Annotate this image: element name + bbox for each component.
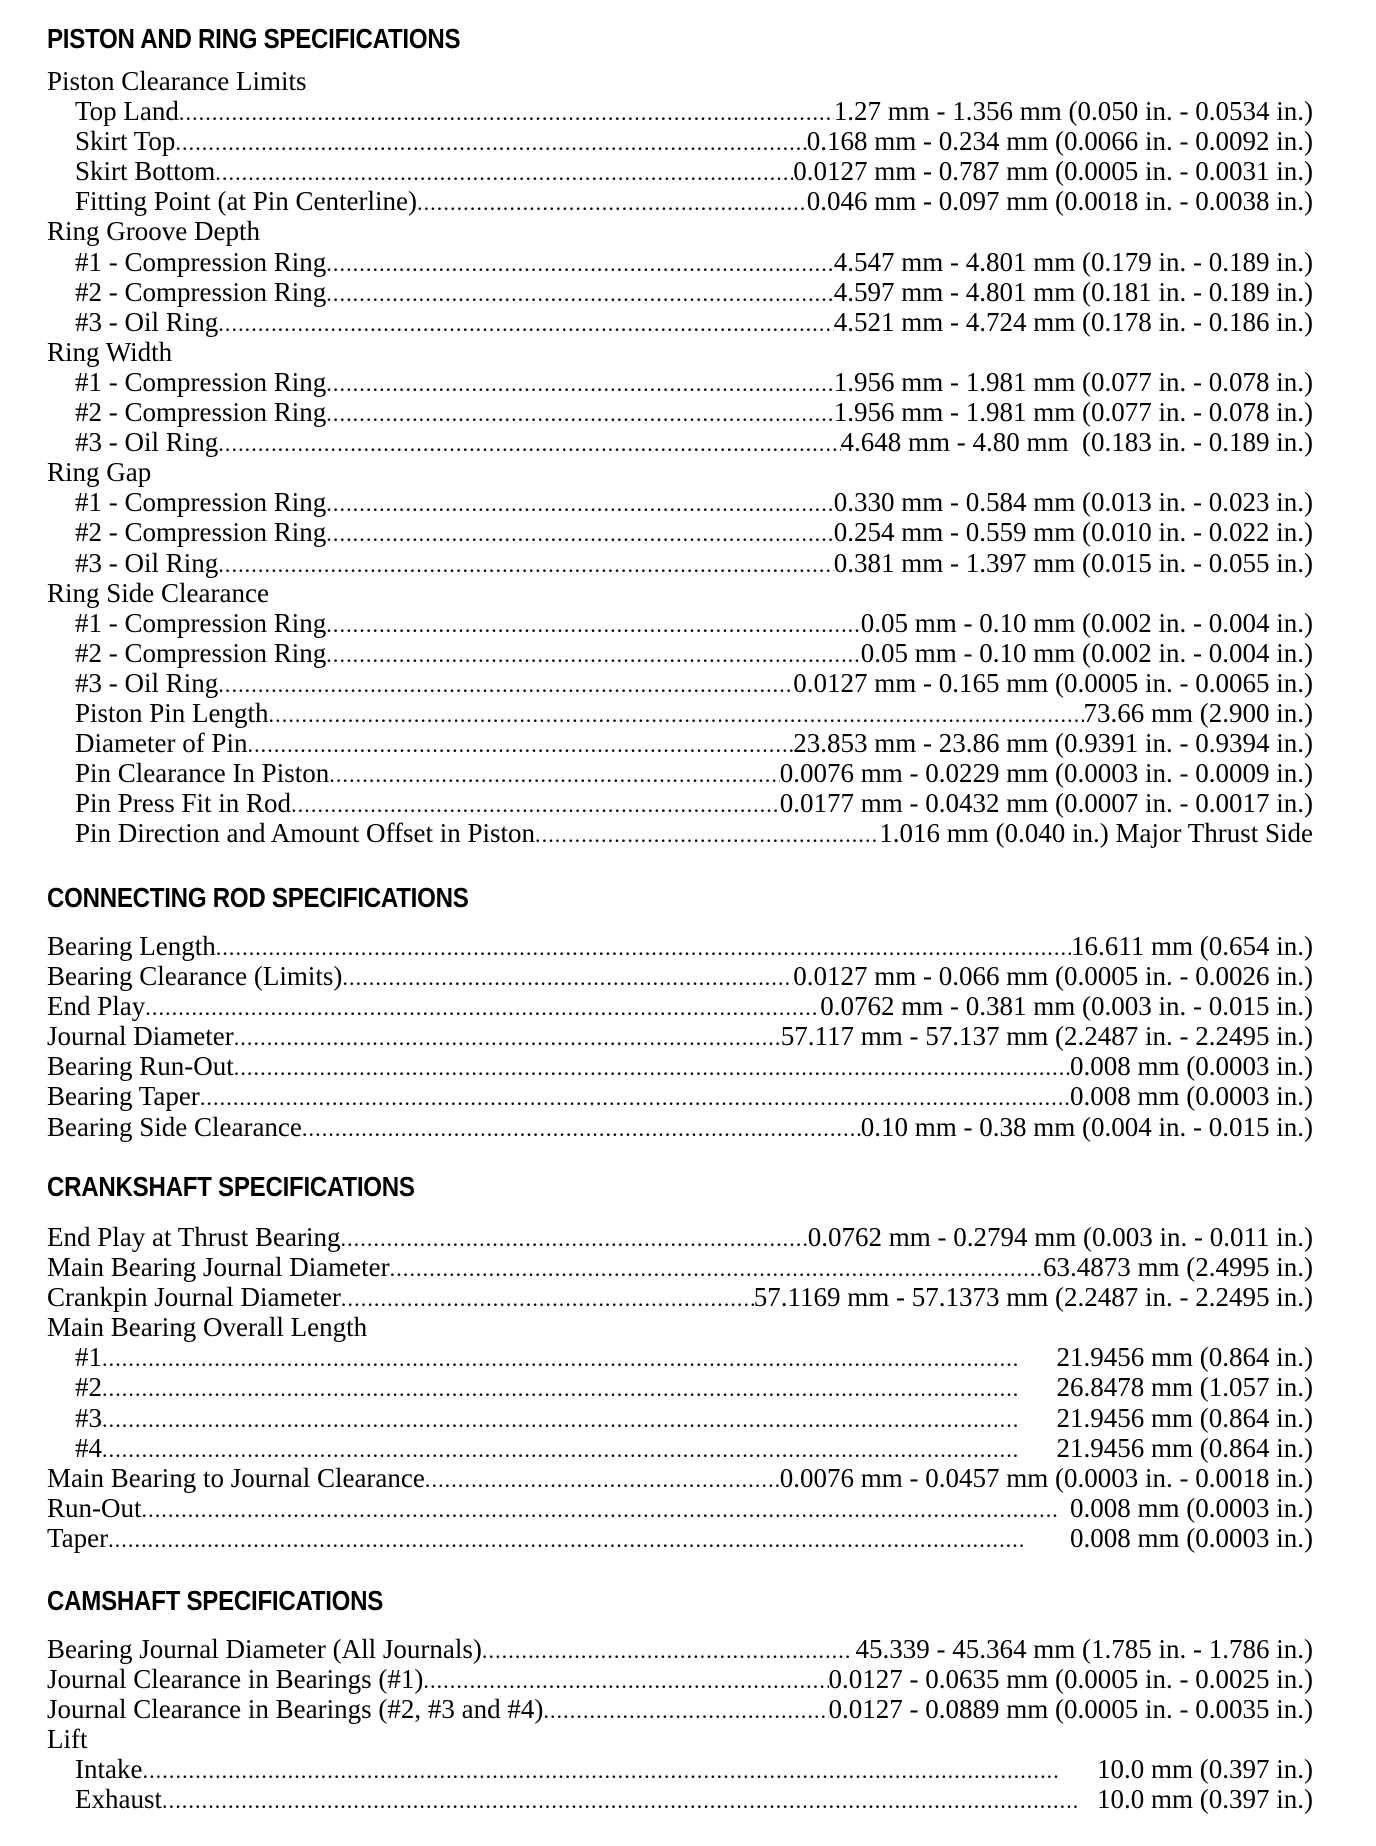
spec-label: #2 - Compression Ring bbox=[75, 276, 327, 307]
spec-row bbox=[47, 1784, 1313, 1814]
spec-value: 0.254 mm - 0.559 mm (0.010 in. - 0.022 in.) bbox=[833, 517, 1313, 548]
spec-row bbox=[47, 818, 1313, 848]
spec-row bbox=[47, 307, 1313, 337]
spec-label: Exhaust bbox=[75, 1784, 162, 1815]
spec-label: Skirt Bottom bbox=[75, 156, 216, 187]
spec-label: #3 bbox=[75, 1402, 102, 1433]
spec-group-label-row bbox=[47, 578, 1313, 608]
spec-row bbox=[47, 186, 1313, 216]
spec-label: Intake bbox=[75, 1754, 143, 1785]
spec-row bbox=[47, 1694, 1313, 1724]
dot-leader bbox=[102, 1403, 1057, 1435]
section-heading: CRANKSHAFT SPECIFICATIONS bbox=[47, 1171, 415, 1202]
spec-row bbox=[47, 1112, 1313, 1142]
crankshaft-section bbox=[47, 1170, 1313, 1553]
spec-label: #3 - Oil Ring bbox=[75, 427, 219, 458]
piston-ring-section bbox=[47, 22, 1313, 848]
spec-row bbox=[47, 397, 1313, 427]
spec-label: Ring Gap bbox=[47, 457, 152, 488]
dot-leader bbox=[218, 427, 840, 459]
spec-row bbox=[47, 517, 1313, 547]
spec-value: 45.339 - 45.364 mm (1.785 in. - 1.786 in.) bbox=[848, 1634, 1313, 1664]
spec-value: 23.853 mm - 23.86 mm (0.9391 in. - 0.9394 in.) bbox=[793, 728, 1313, 759]
spec-value: 16.611 mm (0.654 in.) bbox=[1071, 931, 1313, 961]
spec-label: #2 - Compression Ring bbox=[75, 517, 327, 548]
spec-label: Bearing Length bbox=[47, 931, 216, 961]
spec-value: 63.4873 mm (2.4995 in.) bbox=[1043, 1252, 1313, 1283]
spec-value: 0.0127 mm - 0.165 mm (0.0005 in. - 0.0065 in.) bbox=[793, 667, 1313, 698]
spec-value: 57.117 mm - 57.137 mm (2.2487 in. - 2.2495 in.) bbox=[780, 1021, 1313, 1052]
spec-row bbox=[47, 1433, 1313, 1463]
spec-value: 4.521 mm - 4.724 mm (0.178 in. - 0.186 in.) bbox=[833, 306, 1313, 337]
spec-row bbox=[47, 788, 1313, 818]
dot-leader bbox=[423, 1664, 828, 1696]
spec-label: Main Bearing Overall Length bbox=[47, 1312, 368, 1343]
spec-value: 0.10 mm - 0.38 mm (0.004 in. - 0.015 in.) bbox=[860, 1111, 1313, 1142]
spec-label: #3 - Oil Ring bbox=[75, 667, 219, 698]
spec-row bbox=[47, 1493, 1313, 1523]
spec-row bbox=[47, 758, 1313, 788]
spec-row bbox=[47, 1282, 1313, 1312]
spec-label: Bearing Taper bbox=[47, 1081, 200, 1112]
spec-label: #3 - Oil Ring bbox=[75, 547, 219, 578]
spec-label: #2 - Compression Ring bbox=[75, 637, 327, 668]
spec-row bbox=[47, 1342, 1313, 1372]
spec-row bbox=[47, 96, 1313, 126]
spec-label: Ring Width bbox=[47, 336, 173, 367]
spec-label: Ring Side Clearance bbox=[47, 577, 269, 608]
spec-row bbox=[47, 277, 1313, 307]
spec-list bbox=[47, 931, 1313, 1142]
connecting-rod-section bbox=[47, 881, 1313, 1142]
dot-leader bbox=[326, 638, 861, 670]
spec-value: 0.381 mm - 1.397 mm (0.015 in. - 0.055 in.) bbox=[833, 547, 1313, 578]
spec-row bbox=[47, 247, 1313, 277]
spec-value: 0.168 mm - 0.234 mm (0.0066 in. - 0.0092 in.) bbox=[806, 126, 1313, 157]
spec-label: Journal Clearance in Bearings (#2, #3 and #4) bbox=[47, 1694, 544, 1725]
dot-leader bbox=[145, 991, 820, 1023]
spec-value: 0.0127 mm - 0.787 mm (0.0005 in. - 0.0031 in.) bbox=[793, 156, 1313, 187]
dot-leader bbox=[535, 818, 879, 850]
spec-row bbox=[47, 931, 1313, 961]
dot-leader bbox=[326, 487, 834, 519]
spec-value: 26.8478 mm (1.057 in.) bbox=[1056, 1372, 1313, 1403]
spec-value: 0.0076 mm - 0.0457 mm (0.0003 in. - 0.0018 in.) bbox=[779, 1462, 1313, 1493]
spec-label: End Play at Thrust Bearing bbox=[47, 1222, 341, 1252]
spec-value: 21.9456 mm (0.864 in.) bbox=[1056, 1432, 1313, 1463]
spec-list bbox=[47, 1222, 1313, 1553]
dot-leader bbox=[102, 1342, 1057, 1374]
spec-label: Main Bearing Journal Diameter bbox=[47, 1252, 390, 1283]
spec-group-label-row bbox=[47, 337, 1313, 367]
spec-value: 0.0177 mm - 0.0432 mm (0.0007 in. - 0.0017 in.) bbox=[779, 788, 1313, 819]
spec-value: 0.008 mm (0.0003 in.) bbox=[1070, 1081, 1313, 1112]
dot-leader bbox=[482, 1634, 849, 1666]
spec-group-label-row bbox=[47, 457, 1313, 487]
spec-row bbox=[47, 1403, 1313, 1433]
spec-label: Pin Clearance In Piston bbox=[75, 758, 330, 789]
spec-row bbox=[47, 1463, 1313, 1493]
spec-label: Top Land bbox=[75, 96, 179, 127]
spec-list bbox=[47, 1634, 1313, 1815]
spec-value: 0.008 mm (0.0003 in.) bbox=[1070, 1492, 1313, 1523]
spec-row bbox=[47, 548, 1313, 578]
dot-leader bbox=[200, 1081, 1070, 1113]
spec-row bbox=[47, 638, 1313, 668]
spec-row bbox=[47, 126, 1313, 156]
spec-label: End Play bbox=[47, 991, 146, 1022]
spec-value: 10.0 mm (0.397 in.) bbox=[1097, 1784, 1313, 1815]
dot-leader bbox=[543, 1694, 828, 1726]
dot-leader bbox=[179, 96, 834, 128]
spec-label: #1 - Compression Ring bbox=[75, 607, 327, 638]
spec-row bbox=[47, 367, 1313, 397]
dot-leader bbox=[326, 247, 834, 279]
spec-label: Bearing Clearance (Limits) bbox=[47, 961, 343, 992]
spec-label: Fitting Point (at Pin Centerline) bbox=[75, 186, 417, 217]
spec-value: 0.0127 - 0.0889 mm (0.0005 in. - 0.0035 in.) bbox=[828, 1694, 1313, 1725]
spec-group-label-row bbox=[47, 1724, 1313, 1754]
spec-row bbox=[47, 1222, 1313, 1252]
dot-leader bbox=[247, 728, 793, 760]
dot-leader bbox=[102, 1433, 1057, 1465]
spec-row bbox=[47, 1372, 1313, 1402]
spec-row bbox=[47, 1523, 1313, 1553]
spec-label: #2 bbox=[75, 1372, 102, 1403]
spec-row bbox=[47, 698, 1313, 728]
spec-label: #2 - Compression Ring bbox=[75, 397, 327, 428]
spec-label: Journal Clearance in Bearings (#1) bbox=[47, 1664, 424, 1695]
dot-leader bbox=[269, 698, 1084, 730]
dot-leader bbox=[216, 931, 1071, 963]
spec-row bbox=[47, 487, 1313, 517]
spec-row bbox=[47, 1634, 1313, 1664]
spec-value: 0.046 mm - 0.097 mm (0.0018 in. - 0.0038 in.) bbox=[806, 186, 1313, 217]
spec-group-label-row bbox=[47, 216, 1313, 246]
spec-value: 0.0762 mm - 0.381 mm (0.003 in. - 0.015 in.) bbox=[820, 991, 1313, 1022]
dot-leader bbox=[302, 1112, 861, 1144]
spec-label: Crankpin Journal Diameter bbox=[47, 1282, 341, 1313]
spec-value: 1.27 mm - 1.356 mm (0.050 in. - 0.0534 in.) bbox=[833, 96, 1313, 127]
spec-label: Journal Diameter bbox=[47, 1021, 234, 1052]
dot-leader bbox=[102, 1372, 1057, 1404]
spec-label: #1 bbox=[75, 1342, 102, 1373]
spec-row bbox=[47, 156, 1313, 186]
spec-value: 1.956 mm - 1.981 mm (0.077 in. - 0.078 in.) bbox=[833, 397, 1313, 428]
spec-row bbox=[47, 1051, 1313, 1081]
spec-value: 4.547 mm - 4.801 mm (0.179 in. - 0.189 in.) bbox=[833, 246, 1313, 277]
dot-leader bbox=[340, 1222, 807, 1254]
dot-leader bbox=[417, 186, 807, 218]
spec-label: #3 - Oil Ring bbox=[75, 306, 219, 337]
dot-leader bbox=[218, 307, 834, 339]
dot-leader bbox=[234, 1021, 781, 1053]
dot-leader bbox=[142, 1493, 1071, 1525]
spec-value: 0.008 mm (0.0003 in.) bbox=[1070, 1522, 1313, 1553]
spec-value: 4.648 mm - 4.80 mm (0.183 in. - 0.189 in.) bbox=[840, 427, 1313, 458]
spec-label: Piston Pin Length bbox=[75, 697, 269, 728]
camshaft-section bbox=[47, 1584, 1313, 1815]
dot-leader bbox=[215, 156, 793, 188]
spec-value: 1.016 mm (0.040 in.) Major Thrust Side bbox=[879, 818, 1313, 849]
section-heading: PISTON AND RING SPECIFICATIONS bbox=[47, 23, 461, 54]
spec-row bbox=[47, 1081, 1313, 1111]
dot-leader bbox=[342, 961, 793, 993]
spec-value: 4.597 mm - 4.801 mm (0.181 in. - 0.189 in.) bbox=[833, 276, 1313, 307]
spec-label: Run-Out bbox=[47, 1492, 142, 1523]
spec-value: 0.0127 - 0.0635 mm (0.0005 in. - 0.0025 in.) bbox=[828, 1664, 1313, 1695]
spec-row bbox=[47, 961, 1313, 991]
spec-label: #1 - Compression Ring bbox=[75, 487, 327, 518]
dot-leader bbox=[425, 1463, 780, 1495]
dot-leader bbox=[326, 517, 834, 549]
spec-value: 1.956 mm - 1.981 mm (0.077 in. - 0.078 in.) bbox=[833, 366, 1313, 397]
spec-label: Lift bbox=[47, 1724, 88, 1755]
spec-list bbox=[47, 66, 1313, 848]
dot-leader bbox=[162, 1784, 1097, 1816]
dot-leader bbox=[234, 1051, 1070, 1083]
spec-row bbox=[47, 1252, 1313, 1282]
spec-label: Pin Press Fit in Rod bbox=[75, 788, 292, 819]
spec-label: Main Bearing to Journal Clearance bbox=[47, 1462, 425, 1493]
spec-label: Piston Clearance Limits bbox=[47, 66, 307, 96]
spec-row bbox=[47, 1021, 1313, 1051]
dot-leader bbox=[326, 397, 834, 429]
dot-leader bbox=[326, 608, 861, 640]
section-heading: CAMSHAFT SPECIFICATIONS bbox=[47, 1585, 384, 1616]
spec-label: #4 bbox=[75, 1432, 102, 1463]
dot-leader bbox=[326, 277, 834, 309]
spec-row bbox=[47, 1664, 1313, 1694]
dot-leader bbox=[291, 788, 780, 820]
spec-value: 0.0762 mm - 0.2794 mm (0.003 in. - 0.011 in.) bbox=[807, 1222, 1313, 1252]
spec-value: 10.0 mm (0.397 in.) bbox=[1097, 1754, 1313, 1785]
spec-group-label-row bbox=[47, 1312, 1313, 1342]
spec-value: 0.330 mm - 0.584 mm (0.013 in. - 0.023 in.) bbox=[833, 487, 1313, 518]
spec-value: 57.1169 mm - 57.1373 mm (2.2487 in. - 2.2495 in.) bbox=[753, 1282, 1313, 1313]
spec-label: Pin Direction and Amount Offset in Piston bbox=[75, 818, 535, 849]
spec-label: Bearing Side Clearance bbox=[47, 1111, 302, 1142]
dot-leader bbox=[218, 548, 834, 580]
spec-value: 0.0076 mm - 0.0229 mm (0.0003 in. - 0.0009 in.) bbox=[779, 758, 1313, 789]
spec-label: Bearing Journal Diameter (All Journals) bbox=[47, 1634, 482, 1664]
spec-value: 21.9456 mm (0.864 in.) bbox=[1056, 1402, 1313, 1433]
spec-row bbox=[47, 608, 1313, 638]
spec-label: Bearing Run-Out bbox=[47, 1051, 234, 1082]
dot-leader bbox=[326, 367, 834, 399]
spec-value: 0.05 mm - 0.10 mm (0.002 in. - 0.004 in.) bbox=[860, 637, 1313, 668]
spec-row bbox=[47, 427, 1313, 457]
spec-value: 0.05 mm - 0.10 mm (0.002 in. - 0.004 in.) bbox=[860, 607, 1313, 638]
dot-leader bbox=[341, 1282, 754, 1314]
dot-leader bbox=[142, 1754, 1097, 1786]
spec-label: #1 - Compression Ring bbox=[75, 366, 327, 397]
spec-row bbox=[47, 991, 1313, 1021]
spec-row bbox=[47, 1754, 1313, 1784]
section-heading: CONNECTING ROD SPECIFICATIONS bbox=[47, 882, 469, 913]
dot-leader bbox=[329, 758, 780, 790]
dot-leader bbox=[390, 1252, 1043, 1284]
dot-leader bbox=[108, 1523, 1070, 1555]
spec-label: Taper bbox=[47, 1522, 109, 1553]
spec-label: Diameter of Pin bbox=[75, 728, 248, 759]
spec-row bbox=[47, 668, 1313, 698]
spec-value: 73.66 mm (2.900 in.) bbox=[1083, 697, 1313, 728]
spec-value: 0.0127 mm - 0.066 mm (0.0005 in. - 0.0026 in.) bbox=[793, 961, 1313, 992]
spec-label: Ring Groove Depth bbox=[47, 216, 260, 247]
spec-group-label-row bbox=[47, 66, 1313, 96]
spec-label: #1 - Compression Ring bbox=[75, 246, 327, 277]
spec-row bbox=[47, 728, 1313, 758]
spec-label: Skirt Top bbox=[75, 126, 176, 157]
dot-leader bbox=[218, 668, 793, 700]
dot-leader bbox=[175, 126, 806, 158]
spec-value: 0.008 mm (0.0003 in.) bbox=[1070, 1051, 1313, 1082]
spec-value: 21.9456 mm (0.864 in.) bbox=[1056, 1342, 1313, 1373]
